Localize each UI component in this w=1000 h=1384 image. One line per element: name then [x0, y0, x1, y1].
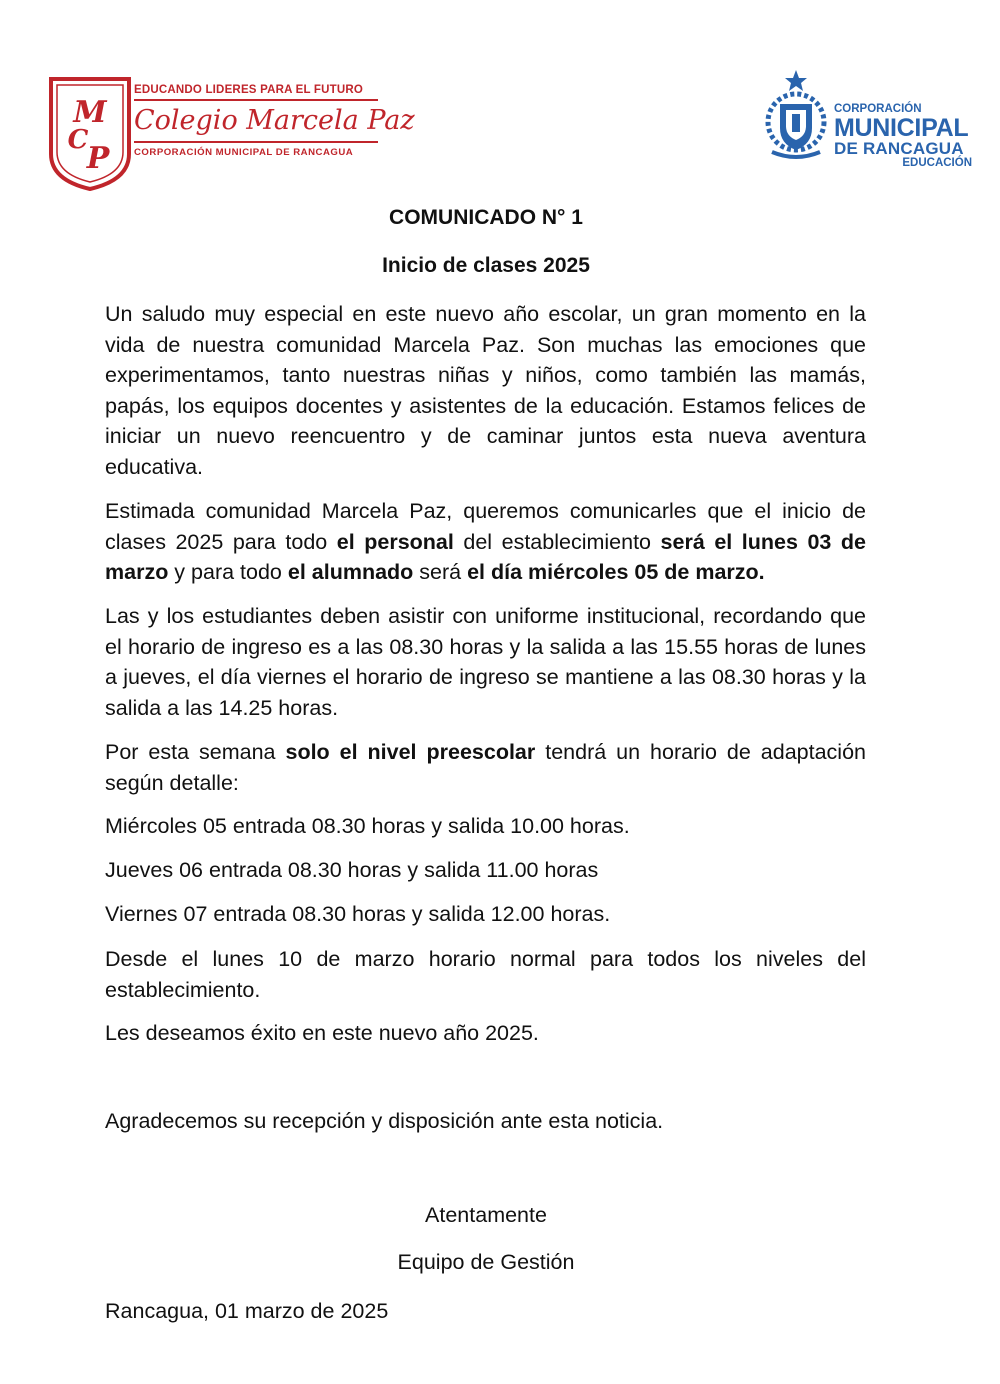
corp-line4: EDUCACIÓN	[902, 157, 972, 169]
svg-text:M: M	[73, 95, 107, 130]
paragraph-normal-schedule: Desde el lunes 10 de marzo horario normal para todos los niveles del establecimiento.	[105, 947, 866, 1002]
closing: Atentamente	[425, 1203, 547, 1227]
paragraph-preschool: Por esta semana solo el nivel preescolar tendrá un horario de adaptación según detalle:	[105, 740, 866, 795]
signature: Equipo de Gestión	[397, 1250, 575, 1274]
school-shield-icon	[48, 76, 132, 192]
svg-text:P: P	[86, 141, 110, 176]
corp-line2: MUNICIPAL	[834, 114, 969, 142]
coat-of-arms-icon	[762, 70, 830, 160]
paragraph-greeting: Un saludo muy especial en este nuevo año escolar, un gran momento en la vida de nuestra comunidad Marcela Paz. Son muchas las emociones que experimentamos, tanto nuestras niñas y niños, como también las mamás, papás, los equipos docentes y asistentes de la educación. Estamos felices de iniciar un nuevo reencuentro y de caminar juntos esta nueva aventura educativa.	[105, 302, 866, 479]
paragraph-schedule: Las y los estudiantes deben asistir con uniforme institucional, recordando que el horario de ingreso es a las 08.30 horas y la salida a las 15.55 horas de lunes a jueves, el día viernes el horario de ingreso se mantiene a las 08.30 horas y la salida a las 14.25 horas.	[105, 604, 866, 720]
corp-line1: CORPORACIÓN	[834, 103, 922, 115]
school-logo	[48, 76, 415, 194]
svg-text:C: C	[67, 125, 89, 155]
schedule-item: Viernes 07 entrada 08.30 horas y salida 12.00 horas.	[105, 902, 611, 926]
document-subtitle: Inicio de clases 2025	[382, 254, 590, 277]
schedule-item: Jueves 06 entrada 08.30 horas y salida 11.00 horas	[105, 858, 599, 882]
document-title: COMUNICADO N° 1	[389, 206, 583, 229]
school-name: Colegio Marcela Paz	[134, 99, 378, 143]
corp-line3: DE RANCAGUA	[834, 139, 964, 158]
corporation-logo	[762, 70, 977, 175]
school-org: CORPORACIÓN MUNICIPAL DE RANCAGUA	[134, 147, 354, 158]
paragraph-wishes: Les deseamos éxito en este nuevo año 2025.	[105, 1021, 539, 1045]
place-date: Rancagua, 01 marzo de 2025	[105, 1299, 389, 1323]
schedule-item: Miércoles 05 entrada 08.30 horas y salida 10.00 horas.	[105, 814, 630, 838]
school-tagline: EDUCANDO LIDERES PARA EL FUTURO	[134, 84, 363, 96]
paragraph-start-dates: Estimada comunidad Marcela Paz, queremos comunicarles que el inicio de clases 2025 para todo el personal del establecimiento será el lunes 03 de marzo y para todo el alumnado será el día miércoles 05 de marzo.	[105, 499, 867, 584]
paragraph-thanks: Agradecemos su recepción y disposición ante esta noticia.	[105, 1109, 664, 1133]
